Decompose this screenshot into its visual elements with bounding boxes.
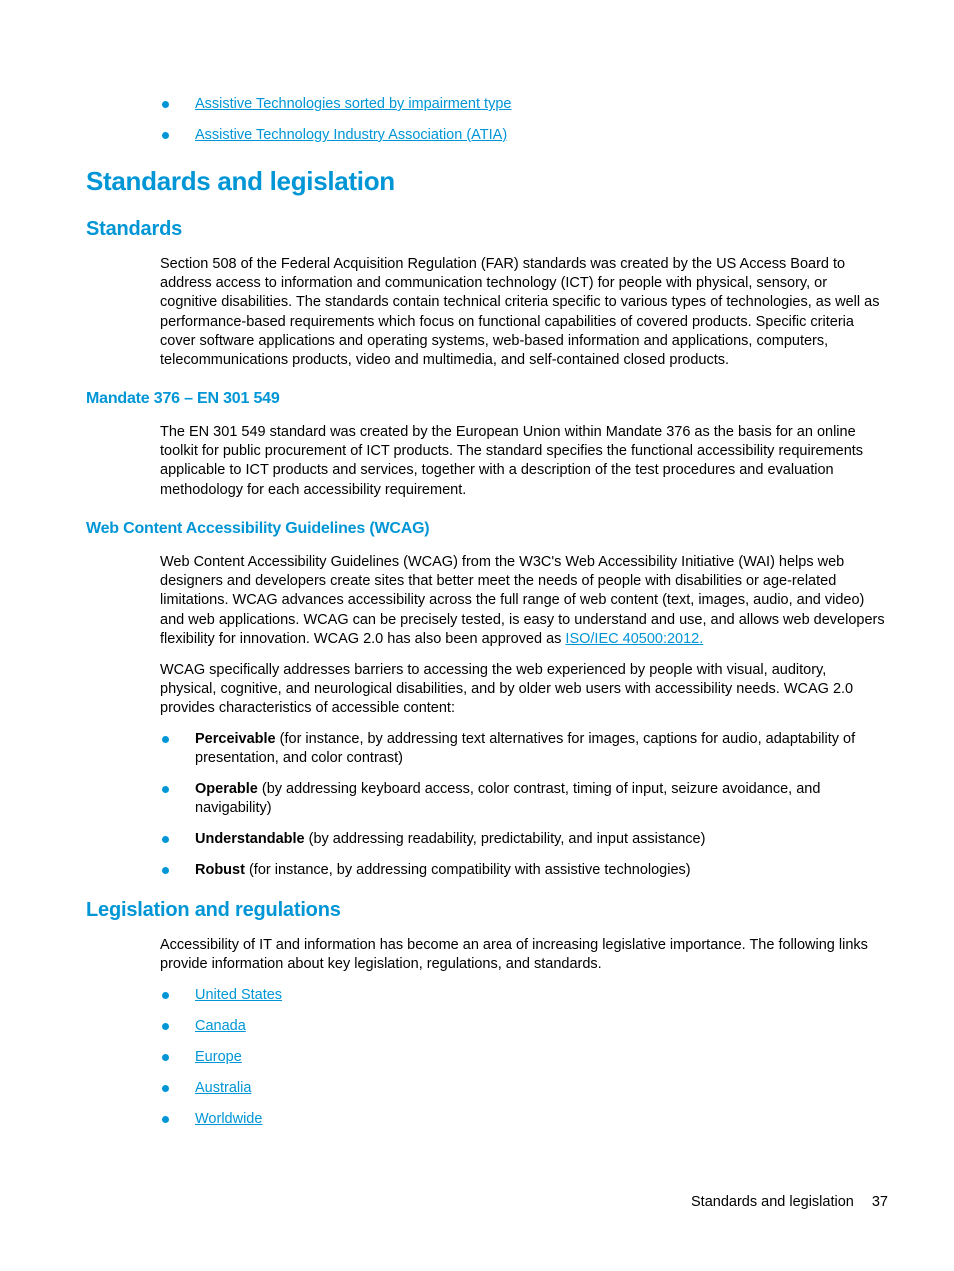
- list-item: [160, 730, 880, 768]
- principle-desc: (by addressing keyboard access, color contrast, timing of input, seizure avoidance, and navigability): [195, 781, 821, 816]
- standards-heading: Standards: [86, 218, 183, 240]
- page-footer: [691, 1193, 888, 1212]
- legislation-body: Accessibility of IT and information has become an area of increasing legislative importance. The following links provide information about key legislation, regulations, and standards.: [160, 937, 868, 973]
- bullet-icon: [162, 992, 169, 999]
- bullet-icon: [162, 101, 169, 108]
- list-item: [160, 861, 880, 880]
- mandate-heading: Mandate 376 – EN 301 549: [86, 390, 280, 407]
- wcag-heading: Web Content Accessibility Guidelines (WCAG): [86, 520, 430, 537]
- legislation-heading: Legislation and regulations: [86, 899, 341, 921]
- list-item: [160, 95, 880, 114]
- link-iso-iec[interactable]: ISO/IEC 40500:2012.: [565, 630, 704, 647]
- link-at-by-impairment[interactable]: Assistive Technologies sorted by impairment type: [195, 96, 512, 112]
- list-item: [160, 986, 880, 1005]
- bullet-icon: [162, 786, 169, 793]
- principle-term: Perceivable: [195, 731, 276, 747]
- wcag-principles-list: [160, 730, 880, 892]
- bullet-icon: [162, 736, 169, 743]
- wcag-body-1: [160, 553, 885, 649]
- principle-term: Operable: [195, 781, 258, 797]
- standards-body: Section 508 of the Federal Acquisition Regulation (FAR) standards was created by the US Access Board to address access to information and communication technology (ICT) for people with physical, sensory, or cognitive disabilities. The standards contain technical criteria specific to various types of technologies, as well as performance-based requirements which focus on functional capabilities of covered products. Specific criteria cover software applications and operating systems, web-based information and applications, computers, telecommunications products, video and multimedia, and self-contained closed products.: [160, 256, 880, 369]
- bullet-icon: [162, 1085, 169, 1092]
- bullet-icon: [162, 132, 169, 139]
- wcag-body-1-text: Web Content Accessibility Guidelines (WCAG) from the W3C's Web Accessibility Initiative (WAI) helps web designers and developers create sites that better meet the needs of people with disabilities or age-related limitations. WCAG advances accessibility across the full range of web content (text, images, audio, and video) and web applications. WCAG can be precisely tested, is easy to understand and use, and allows web developers flexibility for innovation. WCAG 2.0 has also been approved as: [160, 554, 885, 647]
- bullet-icon: [162, 836, 169, 843]
- footer-section-title: Standards and legislation: [691, 1194, 854, 1210]
- principle-term: Robust: [195, 862, 245, 878]
- wcag-body-2: WCAG specifically addresses barriers to accessing the web experienced by people with visual, auditory, physical, cognitive, and neurological disabilities, and by older web users with accessibility needs. WCAG 2.0 provides characteristics of accessible content:: [160, 662, 854, 717]
- list-item: [160, 1079, 880, 1098]
- link-atia[interactable]: Assistive Technology Industry Association (ATIA): [195, 127, 508, 143]
- list-item: [160, 1017, 880, 1036]
- list-item: [160, 830, 880, 849]
- list-item: [160, 1048, 880, 1067]
- link-united-states[interactable]: United States: [195, 987, 283, 1003]
- bullet-icon: [162, 1023, 169, 1030]
- link-worldwide[interactable]: Worldwide: [195, 1111, 263, 1127]
- link-canada[interactable]: Canada: [195, 1018, 246, 1034]
- link-australia[interactable]: Australia: [195, 1080, 252, 1096]
- page-title: Standards and legislation: [86, 166, 395, 196]
- principle-desc: (for instance, by addressing text alternatives for images, captions for audio, adaptability of presentation, and color contrast): [195, 731, 856, 766]
- mandate-body: The EN 301 549 standard was created by the European Union within Mandate 376 as the basis for an online toolkit for public procurement of ICT products. The standard specifies the functional accessibility requirements applicable to ICT products and services, together with a description of the test procedures and evaluation methodology for each accessibility requirement.: [160, 424, 864, 498]
- link-europe[interactable]: Europe: [195, 1049, 242, 1065]
- bullet-icon: [162, 867, 169, 874]
- principle-term: Understandable: [195, 831, 305, 847]
- list-item: [160, 1110, 880, 1129]
- principle-desc: (for instance, by addressing compatibility with assistive technologies): [244, 862, 691, 878]
- bullet-icon: [162, 1116, 169, 1123]
- bullet-icon: [162, 1054, 169, 1061]
- top-link-list: [160, 95, 880, 157]
- legislation-link-list: [160, 986, 880, 1141]
- page-number: 37: [871, 1194, 888, 1210]
- principle-desc: (by addressing readability, predictability, and input assistance): [304, 831, 706, 847]
- list-item: [160, 780, 880, 818]
- list-item: [160, 126, 880, 145]
